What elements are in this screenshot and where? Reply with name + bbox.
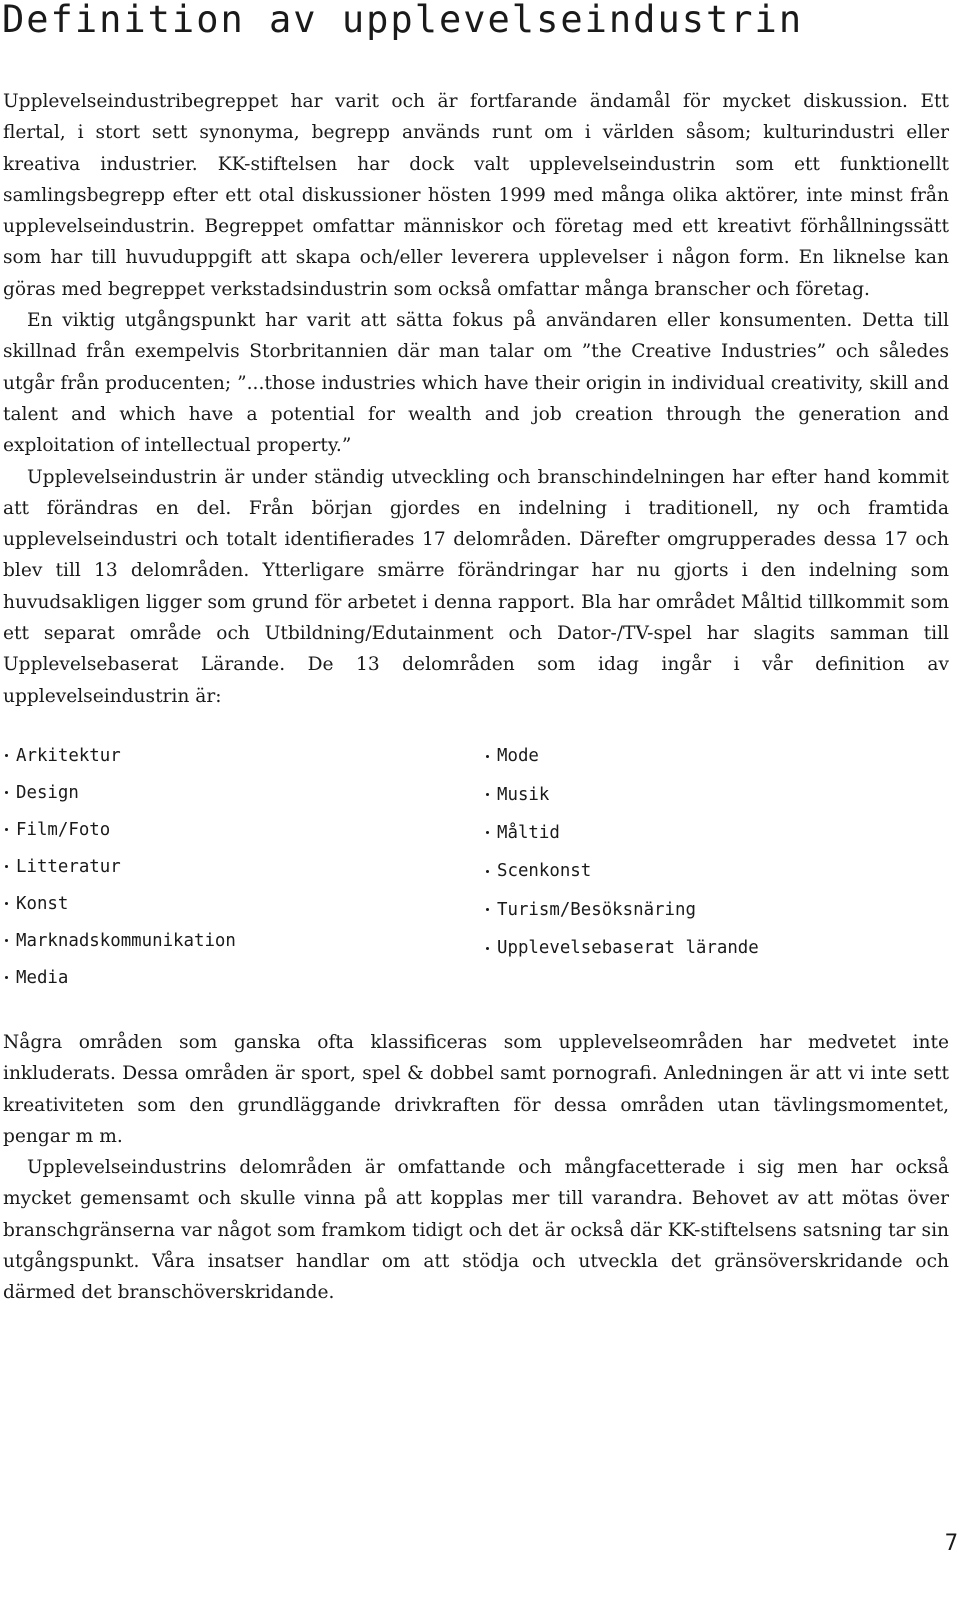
closing-text bbox=[3, 1027, 949, 1309]
list-item-label: Litteratur bbox=[16, 856, 121, 877]
bullet-icon bbox=[5, 902, 8, 905]
list-item bbox=[3, 848, 236, 885]
list-item-label: Media bbox=[16, 967, 69, 988]
closing-paragraph-1: Några områden som ganska ofta klassificeras som upplevelseområden har medvetet inte inkluderats. Dessa områden är sport, spel & dobbel samt pornografi. Anledningen är att vi inte sett kreativiteten som den grundläggande drivkraften för dessa områden utan tävlingsmomentet, pengar m m. bbox=[3, 1032, 949, 1147]
list-item bbox=[3, 885, 236, 922]
list-item-label: Turism/Besöksnäring bbox=[497, 899, 696, 920]
list-item bbox=[484, 775, 759, 813]
list-item bbox=[3, 959, 236, 996]
list-item bbox=[3, 774, 236, 811]
list-item bbox=[3, 811, 236, 848]
bullet-icon bbox=[5, 976, 8, 979]
page-title: Definition av upplevelseindustrin bbox=[2, 0, 804, 41]
intro-paragraph-2: En viktig utgångspunkt har varit att sätta fokus på användaren eller konsumenten. Detta till skillnad från exempelvis Storbritannien där man talar om ”the Creative Industries” och således utgår från producenten; ”...those industries which have their origin in individual creativity, skill and talent and which have a potential for wealth and job creation through the generation and exploitation of intellectual property.” bbox=[3, 310, 949, 457]
list-item bbox=[484, 814, 759, 852]
list-item bbox=[484, 852, 759, 890]
intro-text bbox=[3, 86, 949, 712]
list-item-label: Musik bbox=[497, 784, 550, 805]
list-item bbox=[484, 929, 759, 967]
list-item-label: Design bbox=[16, 782, 79, 803]
bullet-icon bbox=[486, 870, 489, 873]
page-number: 7 bbox=[944, 1531, 958, 1556]
list-item-label: Arkitektur bbox=[16, 745, 121, 766]
intro-paragraph-3: Upplevelseindustrin är under ständig utveckling och branschindelningen har efter hand kommit att förändras en del. Från början gjordes en indelning i traditionell, ny och framtida upplevelseindustri och totalt identifierades 17 delområden. Därefter omgrupperades dessa 17 och blev till 13 delområden. Ytterligare smärre förändringar har nu gjorts i den indelning som huvudsakligen ligger som grund för arbetet i denna rapport. Bla har området Måltid tillkommit som ett separat område och Utbildning/Edutainment och Dator-/TV-spel har slagits samman till Upplevelsebaserat Lärande. De 13 delområden som idag ingår i vår definition av upplevelseindustrin är: bbox=[3, 466, 949, 707]
bullet-icon bbox=[5, 865, 8, 868]
list-item bbox=[484, 737, 759, 775]
list-item-label: Måltid bbox=[497, 822, 560, 843]
list-item-label: Marknadskommunikation bbox=[16, 930, 236, 951]
bullet-icon bbox=[5, 939, 8, 942]
area-list-left bbox=[3, 737, 236, 996]
bullet-icon bbox=[5, 828, 8, 831]
list-item-label: Film/Foto bbox=[16, 819, 111, 840]
list-item-label: Mode bbox=[497, 746, 539, 767]
intro-paragraph-1: Upplevelseindustribegreppet har varit och är fortfarande ändamål för mycket diskussion. Ett flertal, i stort sett synonyma, begrepp används runt om i världen såsom; kulturindustri eller kreativa industrier. KK-stiftelsen har dock valt upplevelseindustrin som ett funktionellt samlingsbegrepp efter ett otal diskussioner hösten 1999 med många olika aktörer, inte minst från upplevelseindustrin. Begreppet omfattar människor och företag med ett kreativt förhållningssätt som har till huvuduppgift att skapa och/eller leverera upplevelser i någon form. En liknelse kan göras med begreppet verkstadsindustrin som också omfattar många branscher och företag. bbox=[3, 91, 949, 300]
bullet-icon bbox=[486, 793, 489, 796]
bullet-icon bbox=[486, 947, 489, 950]
list-item bbox=[3, 737, 236, 774]
list-item-label: Upplevelsebaserat lärande bbox=[497, 938, 759, 959]
bullet-icon bbox=[5, 791, 8, 794]
bullet-icon bbox=[5, 754, 8, 757]
bullet-icon bbox=[486, 831, 489, 834]
list-item-label: Scenkonst bbox=[497, 861, 592, 882]
closing-paragraph-2: Upplevelseindustrins delområden är omfattande och mångfacetterade i sig men har också mycket gemensamt och skulle vinna på att kopplas mer till varandra. Behovet av att mötas över branschgränserna var något som framkom tidigt och det är också där KK-stiftelsens satsning tar sin utgångspunkt. Våra insatser handlar om att stödja och utveckla det gränsöverskridande och därmed det branschöverskridande. bbox=[3, 1157, 949, 1304]
bullet-icon bbox=[486, 908, 489, 911]
area-list-right bbox=[484, 737, 759, 967]
list-item bbox=[484, 891, 759, 929]
list-item bbox=[3, 922, 236, 959]
bullet-icon bbox=[486, 755, 489, 758]
list-item-label: Konst bbox=[16, 893, 69, 914]
